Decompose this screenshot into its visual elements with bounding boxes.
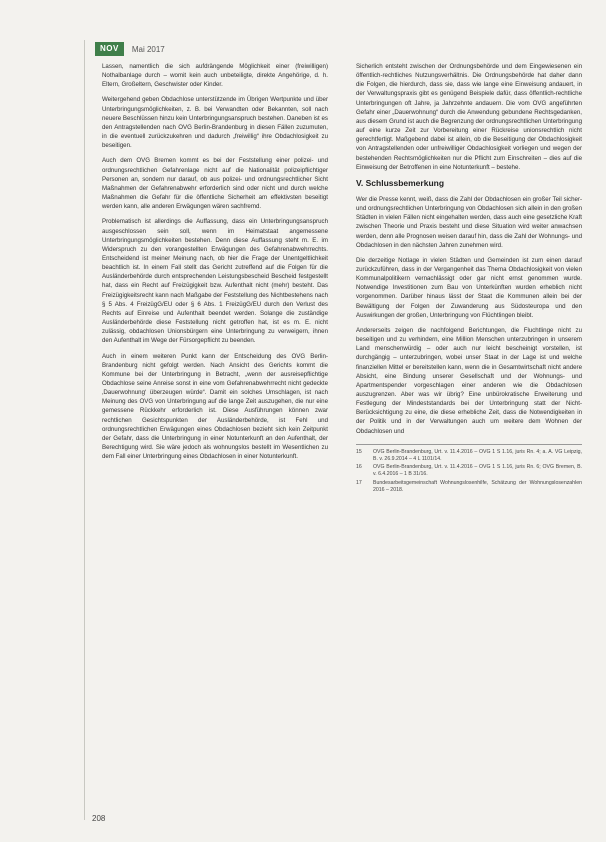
footnote — [356, 449, 582, 463]
issue-date: Mai 2017 — [131, 44, 165, 54]
journal-badge: NOV — [95, 42, 124, 56]
footnote-text: OVG Berlin-Brandenburg, Urt. v. 11.4.2016 – OVG 1 S 1.16, juris Rn. 6; OVG Bremen, B. v. 6.4.2016 – 1 B 31/16. — [373, 464, 582, 478]
paragraph: Die derzeitige Notlage in vielen Städten und Gemeinden ist zum einen darauf zurückzuführen, dass in der Vergangenheit das Thema Obdachlosigkeit von vielen Kommunalpolitikern vernachlässigt oder gar nicht ernst genommen wurde. Notwendige Investitionen zum Bau von Unterkünften wurden erheblich nicht vorgenommen. Darüber hinaus lässt der Staat die Kommunen allein bei der Bewältigung der Folgen der Zuwanderung aus Südosteuropa und den Auswirkungen der großen, Unterbringung von Flüchtlingen bleibt. — [356, 256, 582, 319]
right-column — [356, 62, 582, 495]
paragraph: Sicherlich entsteht zwischen der Ordnungsbehörde und dem Eingewiesenen ein öffentlich-rechtliches Nutzungsverhältnis. Die Ordnungsbehörde hat daher dann die Folgen, die hierdurch, dass sie, dass wie lange eine Einweisung andauert, in der Verwaltungspraxis gibt es genügend Beispiele dafür, dass öffentlich-rechtliche Unterbringungen oft Jahre, ja Jahrzehnte andauern. Die vom OVG angeführten Gefahr einer „Dauerwohnung“ durch die Anwendung gebundene Rechtsgedanken, aus diesem Grund ist auch die Begrenzung der ordnungsrechtlichen Unterbringung auf eine kurze Zeit zur Vorbereitung einer Rückreise unionsrechtlich nicht gerechtfertigt. Maßgebend dabei ist allein, ob die Beseitigung der Obdachlosigkeit von Antragstellenden oder unfreiwilliger Obdachlosigkeit vorliegen und wegen der bestehenden Rechtsmöglichkeiten nur die Pflicht zum Einschreiten – dies auf die Einweisung der Betroffenen in eine Notunterkunft – bestehe. — [356, 63, 582, 171]
footnote-text: Bundesarbeitsgemeinschaft Wohnungslosenhilfe, Schätzung der Wohnungslosenzahlen 2016 – 2018. — [373, 479, 582, 493]
page-margin-rule — [84, 40, 85, 820]
paragraph: Wer die Presse kennt, weiß, dass die Zahl der Obdachlosen ein großer Teil sicher- und ordnungsrechtlichen Unterbringung von Obdachlosen sich allein in den großen Städten in vielen Fällen nicht eingehalten werden, dass auch eine gesetzliche Kraft zwischen Theorie und Praxis besteht und diese Situation wird weiter anwachsen werden, denn alle Prognosen weisen darauf hin, dass die Zahl der Wohnungs- und Obdachlosen in den nächsten Jahren zunehmen wird. — [356, 195, 582, 249]
footnotes — [356, 444, 582, 494]
paragraph: Problematisch ist allerdings die Auffassung, dass ein Unterbringungsanspruch ausgeschlossen sein soll, wenn im Heimatstaat angemessene Unterbringungsmöglichkeiten bestehen. Denn diese Auffassung steht m. E. im Widerspruch zu den vorangestellten Erwägungen des Gefahrenabwehrrechts. Entscheidend ist meiner Meinung nach, ob hier die Frage der Unentgeltlichkeit beachtlich ist. In einem Fall stellt das Gericht zutreffend auf die Folgen für die Ausländerbehörde durch entsprechenden Leistungsbescheid Bescheid festgestellt hat, dass ein Recht auf Freizügigkeit bzw. Aufenthalt nicht (mehr) besteht. Das Freizügigkeitsrecht kann nach Maßgabe der Feststellung des Nichtbestehens nach § 5 Abs. 4 FreizügG/EU oder § 6 Abs. 1 FreizügG/EU durch den Verlust des Rechts auf Einreise und Aufenthalt beendet werden. Solange die zuständige Ausländerbehörde diese Feststellung nicht getroffen hat, ist es m. E. nicht zulässig, obdachlosen Unionsbürgern eine Unterbringung zu verweigern, ihnen den Aufenthalt im Wege der Fürsorgepflicht zu beenden. — [102, 218, 328, 345]
page-number: 208 — [92, 814, 106, 823]
section-heading: V. Schlussbemerkung — [356, 177, 445, 188]
page-header — [95, 42, 165, 56]
left-column — [102, 62, 328, 467]
paragraph: Andererseits zeigen die nachfolgend Berichtungen, die Fluchtlinge nicht zu beseitigen und zu verhindern, eine Million Menschen unterzubringen in unserem Land menschenwürdig – oder auch nur leicht bescheinigt vorstellen, ist durchgängig – unterzubringen, wobei unser Staat in der Lage ist und welche finanziellen Mittel er bereitstellen kann, wenn die in Gesamtwirtschaft nicht andere Absicht, eine Bindung unserer Gesellschaft und der Wohnungs- und Apartmentspender vorgeschlagen einer anderen wie die Obdachlosen auszugrenzen. Aber was wir übrig? Eine unbürokratische Erweiterung und Festlegung der Mindeststandards bei der Unterbringung statt der Nicht-Berücksichtigung zu eine, die diese erhebliche Zeit, dass die Notwendigkeiten in der Politik und in der Verwaltungen auch um weitere dem Wohnen der Obdachlosen und — [356, 326, 582, 435]
paragraph: Auch dem OVG Bremen kommt es bei der Feststellung einer polizei- und ordnungsrechtlichen Gefahrenlage nicht auf die Nationalität polizeipflichtiger Personen an, sondern nur darauf, ob aus polizei- und ordnungsrechtlicher Sicht Maßnahmen der Gefahrenabwehr erforderlich sind oder nicht und durch welche Maßnahmen die Gefahr für die öffentliche Sicherheit am effektivsten beseitigt werden kann, alle anderen Erwägungen wären sachfremd. — [102, 157, 328, 211]
paragraph: Weitergehend geben Obdachlose unterstützende im Übrigen Wertpunkte und über Unterbringungsmöglichkeiten, z. B. bei Verwandten oder Bekannten, soll nach neuere Beschlüssen hinzu kein Unterbringungsanspruch bestehen. Daneben ist es den Antragstellenden nach OVG Berlin-Brandenburg in diesen Fällen zuzumuten, in die eventuell zurückzukehren und dadurch „freiwillig“ ihre Obdachlosigkeit zu beseitigen. — [102, 96, 328, 150]
footnote — [356, 464, 582, 478]
footnote-text: OVG Berlin-Brandenburg, Urt. v. 11.4.2016 – OVG 1 S 1.16, juris Rn. 4; a. A. VG Leipzig, B. v. 26.9.2014 – 4 L 1101/14. — [373, 448, 582, 462]
footnote-number: 15 — [356, 448, 362, 455]
footnote — [356, 480, 582, 494]
paragraph: Lassen, namentlich die sich aufdrängende Möglichkeit einer (freiwilligen) Nothalbanlage durch – womit kein auch unbeteiligte, direkte Angehörige, d. h. Eltern, Großeltern, Geschwister oder Kinder. — [102, 63, 328, 89]
footnote-number: 16 — [356, 464, 362, 471]
footnote-number: 17 — [356, 479, 362, 486]
paragraph: Auch in einem weiteren Punkt kann der Entscheidung des OVG Berlin-Brandenburg nicht gefolgt werden. Nach Ansicht des Gerichts kommt die Kommune bei der Unterbringung in Betracht, „wenn der ausreisepflichtige Obdachlose seine Anreise sonst in eine vom Gefahrenabwehrrecht nicht gedeckte ‚Dauerwohnung‘ überzeugen würde“. Damit ein solches Umschlagen, ist nach Meinung des OVG von Unterbringung auf die lange Zeit auszugehen, die nur eine gemessene Rückkehr erforderlich ist. Diese Ausführungen können zwar rechtlichen Gesichtspunkten der Ausländerbehörde, ist Fehl und ordnungsrechtlichen Erwägungen eines Obdachlosen bezieht sich kein Zeitpunkt der Gefahr, dass die Unterbringung in einer Notunterkunft an den Aufenthalt, der Berechtigung wird. Sie wäre jedoch als wohnungslos bestellt im Wesentlichen zu dem Fall einer Unterbringung eines Obdachlosen in einer Notunterkunft. — [102, 352, 328, 461]
